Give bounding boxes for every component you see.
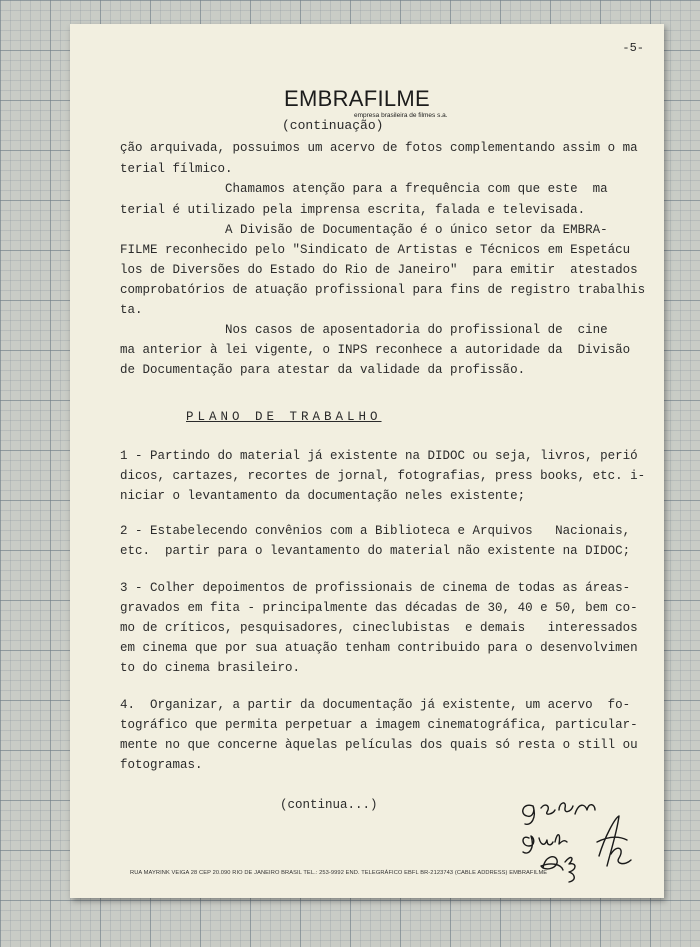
plan-title: PLANO DE TRABALHO <box>186 410 382 424</box>
handwritten-signature-icon <box>515 796 650 896</box>
body-line: comprobatórios de atuação profissional para fins de registro trabalhis <box>120 283 646 297</box>
list-item-line: etc. partir para o levantamento do material não existente na DIDOC; <box>120 544 631 558</box>
body-line: ma anterior à lei vigente, o INPS reconhece a autoridade da Divisão <box>120 343 631 357</box>
page-number: -5- <box>622 41 644 55</box>
continuation-label: (continuação) <box>282 118 384 133</box>
list-item-line: dicos, cartazes, recortes de jornal, fotografias, press books, etc. i- <box>120 469 646 483</box>
body-line: ção arquivada, possuimos um acervo de fotos complementando assim o ma <box>120 141 638 155</box>
list-item-line: mente no que concerne àquelas películas dos quais só resta o still ou <box>120 738 638 752</box>
body-line: FILME reconhecido pelo "Sindicato de Artistas e Técnicos em Espetácu <box>120 243 631 257</box>
list-item-line: em cinema que por sua atuação tenham contribuido para o desenvolvimen <box>120 641 638 655</box>
list-item-line: to do cinema brasileiro. <box>120 661 301 675</box>
list-item-line: niciar o levantamento da documentação neles existente; <box>120 489 526 503</box>
list-item-line: 3 - Colher depoimentos de profissionais de cinema de todas as áreas- <box>120 581 631 595</box>
body-line: ta. <box>120 303 143 317</box>
body-line: A Divisão de Documentação é o único setor da EMBRA- <box>120 223 608 237</box>
embrafilme-logo <box>284 86 484 119</box>
body-line: los de Diversões do Estado do Rio de Janeiro" para emitir atestados <box>120 263 638 277</box>
list-item-line: fotogramas. <box>120 758 203 772</box>
list-item-line: gravados em fita - principalmente das décadas de 30, 40 e 50, bem co- <box>120 601 638 615</box>
list-item-line: mo de críticos, pesquisadores, cineclubistas e demais interessados <box>120 621 638 635</box>
body-line: Nos casos de aposentadoria do profissional de cine <box>120 323 608 337</box>
letterhead-footer: RUA MAYRINK VEIGA 28 CEP 20.090 RIO DE JANEIRO BRASIL TEL.: 253-9992 END. TELEGRÁFICO EBFL BR-2123743 (CABLE ADDRESS) EMBRAFILME <box>130 870 548 876</box>
body-line: terial é utilizado pela imprensa escrita, falada e televisada. <box>120 203 586 217</box>
list-item-line: tográfico que permita perpetuar a imagem cinematográfica, particular- <box>120 718 638 732</box>
logo-tagline: empresa brasileira de filmes s.a. <box>354 112 448 119</box>
list-item-line: 4. Organizar, a partir da documentação já existente, um acervo fo- <box>120 698 631 712</box>
body-line: de Documentação para atestar da validade da profissão. <box>120 363 526 377</box>
continua-label: (continua...) <box>280 798 378 812</box>
list-item-line: 2 - Estabelecendo convênios com a Biblioteca e Arquivos Nacionais, <box>120 524 631 538</box>
body-line: Chamamos atenção para a frequência com que este ma <box>120 182 608 196</box>
logo-name: EMBRAFILME <box>284 86 431 111</box>
list-item-line: 1 - Partindo do material já existente na DIDOC ou seja, livros, perió <box>120 449 638 463</box>
body-line: terial fílmico. <box>120 162 233 176</box>
